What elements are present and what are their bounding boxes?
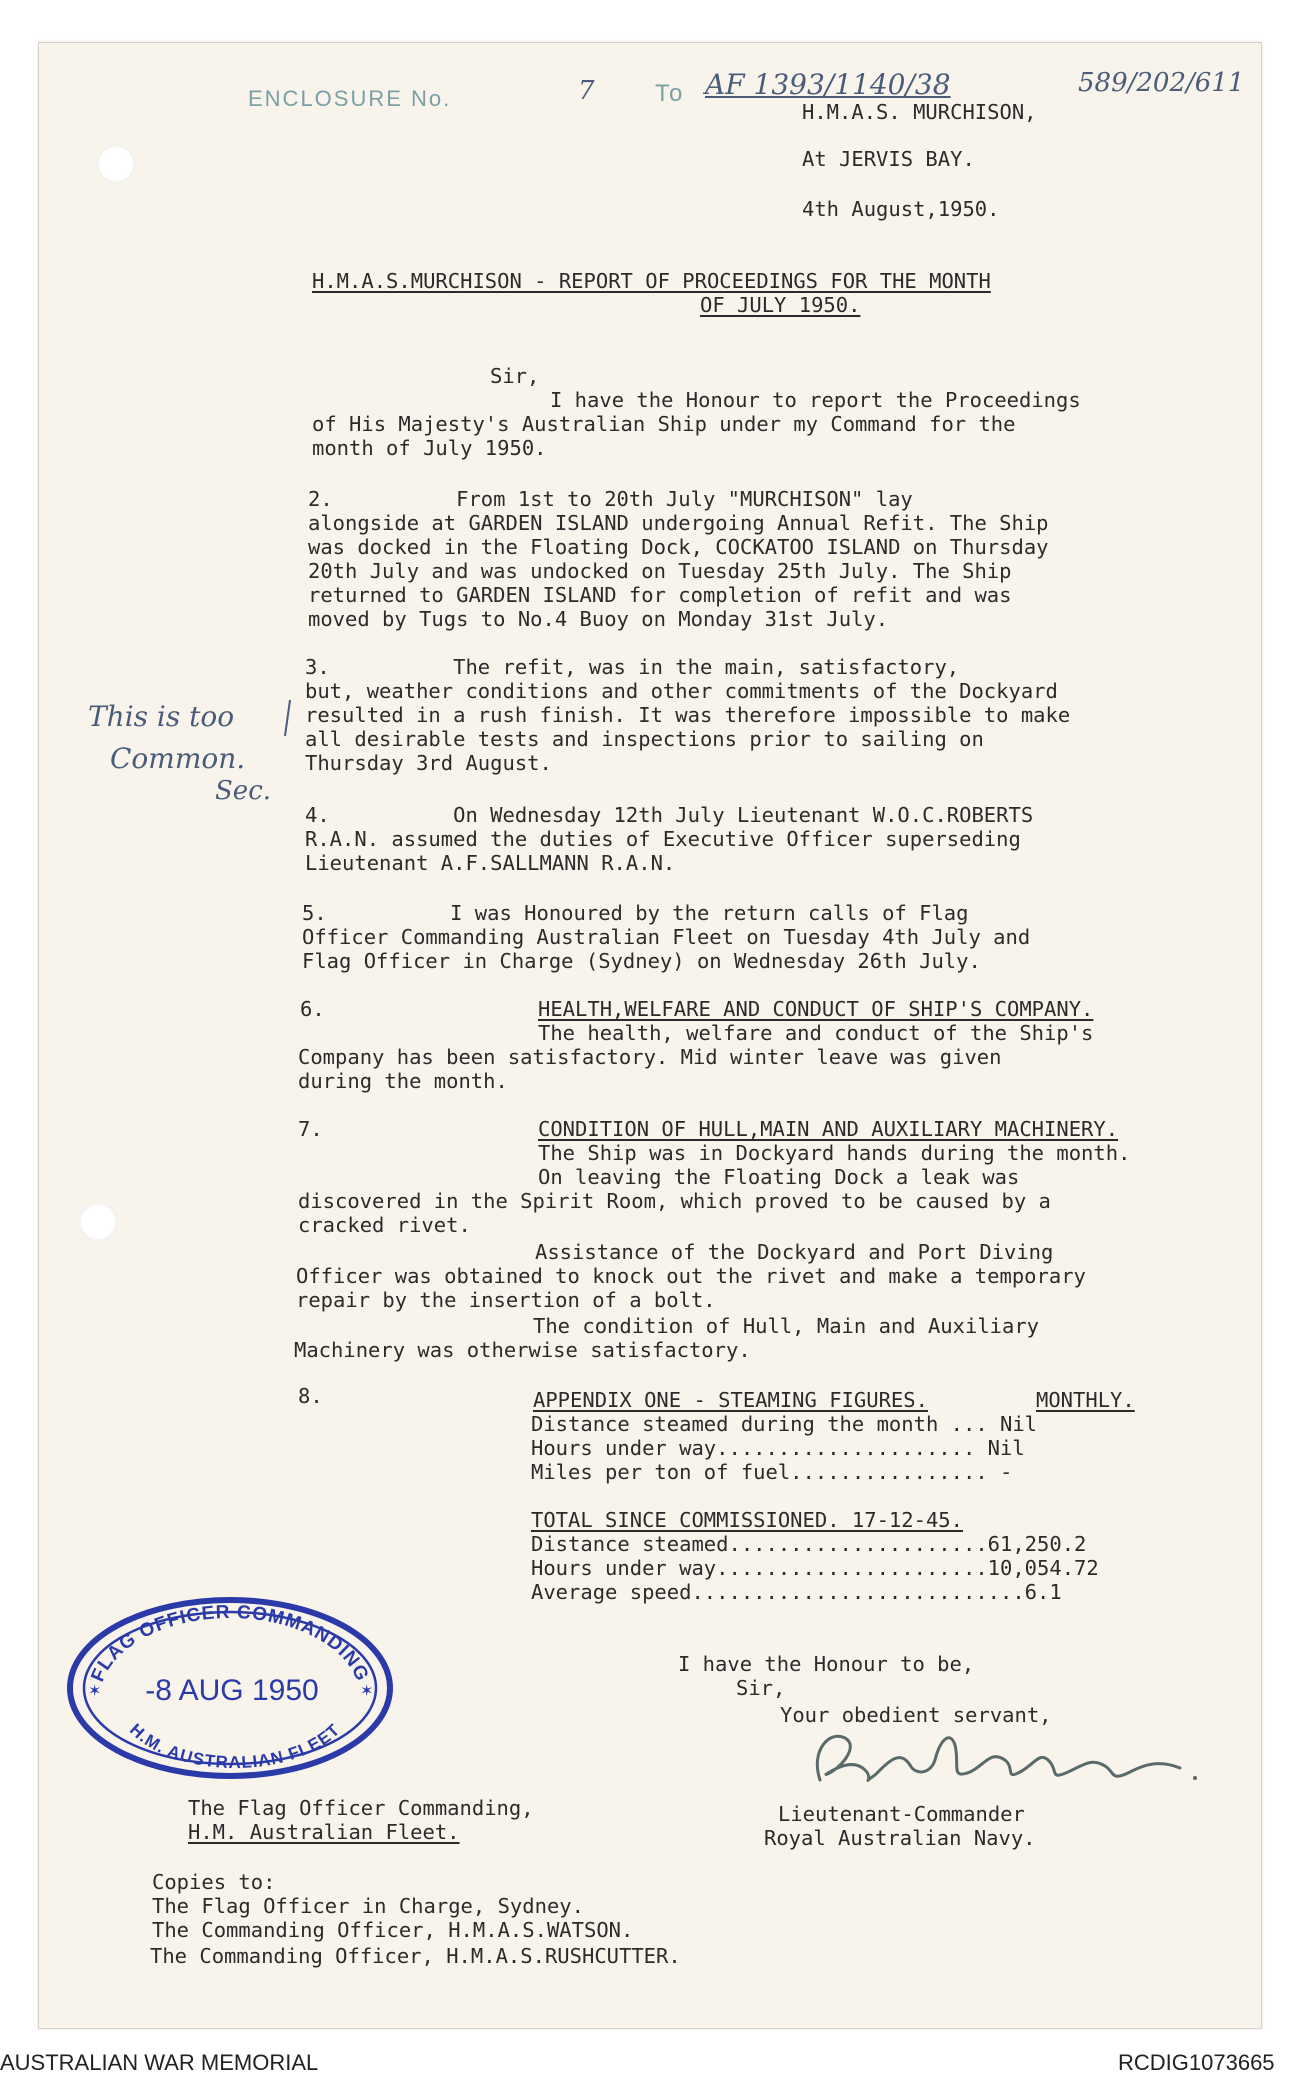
margin-note-line: Common. — [110, 742, 246, 775]
copies-label: Copies to: — [152, 1870, 276, 1894]
para7-line: Assistance of the Dockyard and Port Diving — [535, 1240, 1054, 1264]
para6-line: Company has been satisfactory. Mid winter leave was given — [298, 1045, 1002, 1069]
enclosure-to-label: To — [655, 80, 685, 107]
para8-number: 8. — [298, 1384, 323, 1408]
header-ship: H.M.A.S. MURCHISON, — [802, 100, 1037, 124]
para6-line: during the month. — [298, 1069, 508, 1093]
stamp-bottom-text: H.M. AUSTRALIAN FLEET — [126, 1719, 344, 1773]
stamp-top-text: FLAG OFFICER COMMANDING — [87, 1601, 373, 1685]
para6-number: 6. — [300, 997, 325, 1021]
margin-note-line: This is too — [88, 700, 235, 733]
copies-line: The Commanding Officer, H.M.A.S.RUSHCUTTER. — [150, 1944, 681, 1968]
signature — [800, 1720, 1200, 1800]
para5-line: Flag Officer in Charge (Sydney) on Wednesday 26th July. — [302, 949, 981, 973]
addressee-line: The Flag Officer Commanding, — [188, 1796, 534, 1820]
para6-heading: HEALTH,WELFARE AND CONDUCT OF SHIP'S COMPANY. — [538, 997, 1094, 1021]
para3-line: resulted in a rush finish. It was therefore impossible to make — [305, 703, 1071, 727]
para2-line: was docked in the Floating Dock, COCKATOO ISLAND on Thursday — [308, 535, 1049, 559]
footer-source: AUSTRALIAN WAR MEMORIAL — [0, 2050, 319, 2075]
total-row: Average speed...........................6.1 — [531, 1580, 1062, 1604]
rank-line: Royal Australian Navy. — [764, 1826, 1036, 1850]
date-stamp — [60, 1588, 400, 1788]
monthly-row: Miles per ton of fuel................ - — [531, 1460, 1013, 1484]
para3-line: 3. The refit, was in the main, satisfactory, — [305, 655, 960, 679]
para1-line: of His Majesty's Australian Ship under my Command for the — [312, 412, 1016, 436]
para2-line: alongside at GARDEN ISLAND undergoing Annual Refit. The Ship — [308, 511, 1049, 535]
para2-line: 2. From 1st to 20th July "MURCHISON" lay — [308, 487, 913, 511]
para3-line: but, weather conditions and other commitments of the Dockyard — [305, 679, 1058, 703]
stamp-date: -8 AUG 1950 — [145, 1674, 319, 1707]
closing-line: Sir, — [736, 1676, 786, 1700]
margin-note-line: Sec. — [215, 776, 272, 806]
punch-hole — [79, 1203, 117, 1241]
para5-line: 5. I was Honoured by the return calls of Flag — [302, 901, 969, 925]
para7-line: Machinery was otherwise satisfactory. — [294, 1338, 751, 1362]
para1-line: month of July 1950. — [312, 436, 547, 460]
report-title-line1: H.M.A.S.MURCHISON - REPORT OF PROCEEDINGS FOR THE MONTH — [312, 269, 991, 293]
para7-line: discovered in the Spirit Room, which proved to be caused by a — [298, 1189, 1051, 1213]
header-location: At JERVIS BAY. — [802, 147, 975, 171]
para4-line: R.A.N. assumed the duties of Executive Officer superseding — [305, 827, 1021, 851]
para2-line: returned to GARDEN ISLAND for completion of refit and was — [308, 583, 1012, 607]
rank-line: Lieutenant-Commander — [778, 1802, 1025, 1826]
svg-text:FLAG OFFICER COMMANDING — [87, 1602, 372, 1685]
monthly-heading: MONTHLY. — [1036, 1388, 1135, 1412]
para7-heading: CONDITION OF HULL,MAIN AND AUXILIARY MACHINERY. — [538, 1117, 1119, 1141]
total-row: Hours under way......................10,054.72 — [531, 1556, 1099, 1580]
para2-line: moved by Tugs to No.4 Buoy on Monday 31st July. — [308, 607, 889, 631]
star-icon: ✶ — [360, 1681, 374, 1700]
para3-line: Thursday 3rd August. — [305, 751, 552, 775]
salutation: Sir, — [490, 364, 540, 388]
appendix-heading: APPENDIX ONE - STEAMING FIGURES. — [533, 1388, 928, 1412]
para7-line: repair by the insertion of a bolt. — [296, 1288, 716, 1312]
closing-line: I have the Honour to be, — [678, 1652, 975, 1676]
para4-line: Lieutenant A.F.SALLMANN R.A.N. — [305, 851, 676, 875]
copies-line: The Flag Officer in Charge, Sydney. — [152, 1894, 584, 1918]
para1-line: I have the Honour to report the Proceedings — [550, 388, 1081, 412]
para4-line: 4. On Wednesday 12th July Lieutenant W.O.C.ROBERTS — [305, 803, 1034, 827]
closing-line: Your obedient servant, — [780, 1703, 1052, 1727]
enclosure-stamp-label: ENCLOSURE No. — [248, 86, 452, 111]
star-icon: ✶ — [88, 1681, 102, 1700]
para7-number: 7. — [298, 1117, 323, 1141]
para2-line: 20th July and was undocked on Tuesday 25th July. The Ship — [308, 559, 1012, 583]
copies-line: The Commanding Officer, H.M.A.S.WATSON. — [152, 1918, 634, 1942]
monthly-row: Distance steamed during the month ... Nil — [531, 1412, 1038, 1436]
para7-line: The Ship was in Dockyard hands during the month. — [538, 1141, 1131, 1165]
enclosure-number: 7 — [578, 76, 595, 106]
para7-line: Officer was obtained to knock out the rivet and make a temporary — [296, 1264, 1086, 1288]
total-row: Distance steamed.....................61,250.2 — [531, 1532, 1087, 1556]
para7-line: The condition of Hull, Main and Auxiliary — [533, 1314, 1040, 1338]
addressee-line: H.M. Australian Fleet. — [188, 1820, 460, 1844]
enclosure-ref: AF 1393/1140/38 — [705, 68, 951, 101]
para6-line: The health, welfare and conduct of the Ship's — [538, 1021, 1094, 1045]
margin-mark — [282, 698, 294, 738]
para3-line: all desirable tests and inspections prior to sailing on — [305, 727, 984, 751]
report-title-line2: OF JULY 1950. — [700, 293, 861, 317]
para7-line: cracked rivet. — [298, 1213, 471, 1237]
total-heading: TOTAL SINCE COMMISSIONED. 17-12-45. — [531, 1508, 963, 1532]
footer-id: RCDIG1073665 — [1118, 2050, 1275, 2075]
file-ref: 589/202/611 — [1078, 68, 1245, 98]
para5-line: Officer Commanding Australian Fleet on Tuesday 4th July and — [302, 925, 1031, 949]
para7-line: On leaving the Floating Dock a leak was — [538, 1165, 1020, 1189]
header-date: 4th August,1950. — [802, 197, 1000, 221]
monthly-row: Hours under way..................... Nil — [531, 1436, 1025, 1460]
punch-hole — [97, 145, 135, 183]
